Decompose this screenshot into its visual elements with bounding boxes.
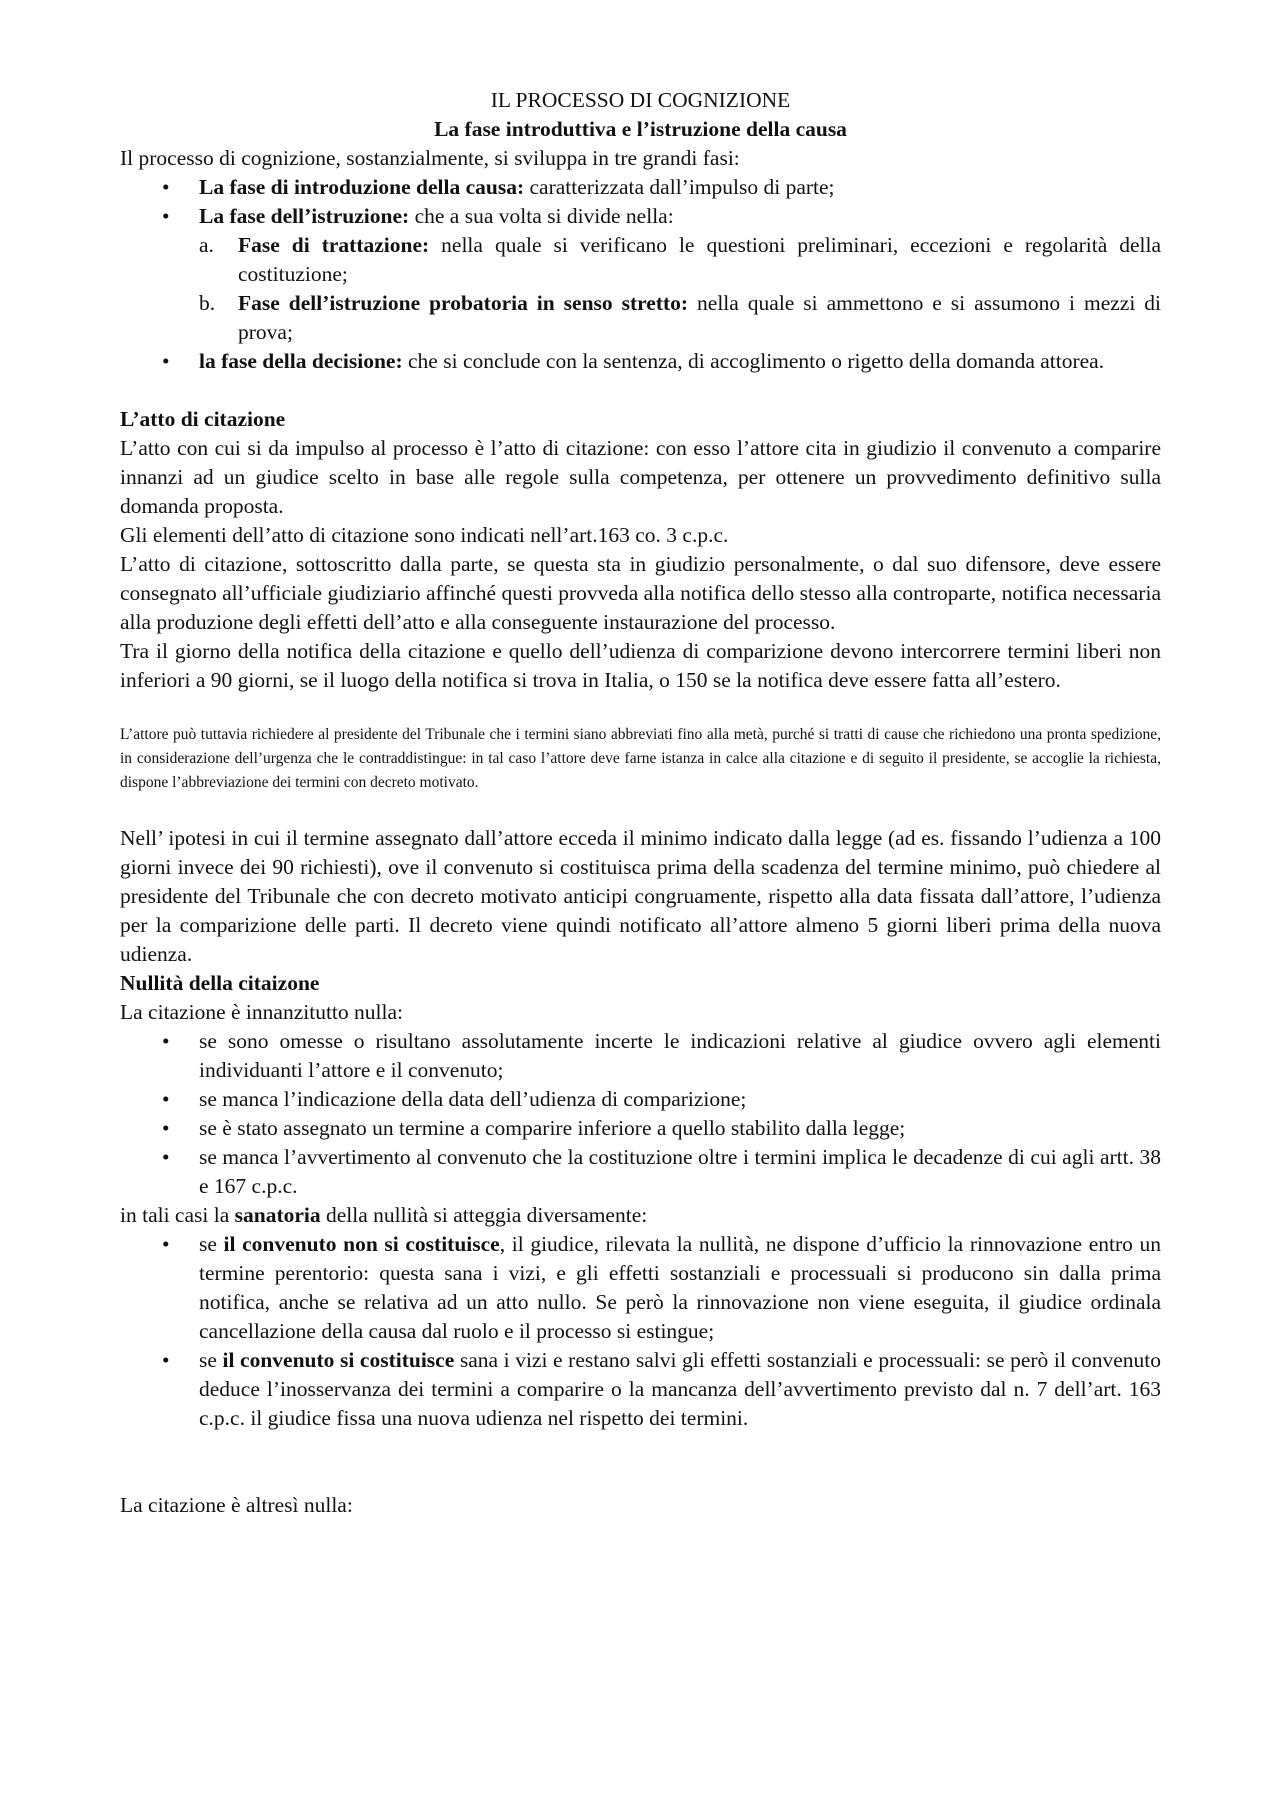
bold-term: sanatoria xyxy=(234,1203,321,1227)
spacer xyxy=(120,795,1161,824)
footnote-paragraph: L’attore può tuttavia richiedere al presidente del Tribunale che i termini siano abbreviati fino alla metà, purché si tratti di cause che richiedono una pronta spedizione, in considerazione dell’urgenza che le contraddistingue: in tal caso l’attore deve farne istanza in calce alla citazione e di seguito il presidente, se accoglie la richiesta, dispone l’abbreviazione dei termini con decreto motivato. xyxy=(120,726,1161,791)
list-item xyxy=(120,173,1161,202)
list-item: • se manca l’avvertimento al convenuto che la costituzione oltre i termini implica le decadenze di cui agli artt. 38 e 167 c.p.c. xyxy=(120,1143,1161,1201)
list-marker: a. xyxy=(199,233,214,257)
phases-list-cont xyxy=(120,347,1161,376)
list-item: • se manca l’indicazione della data dell’udienza di comparizione; xyxy=(120,1085,1161,1114)
phase-text: caratterizzata dall’impulso di parte; xyxy=(524,175,835,199)
bold-term: il convenuto non si costituisce xyxy=(223,1232,500,1256)
paragraph: L’atto di citazione, sottoscritto dalla parte, se questa sta in giudizio personalmente, o dal suo difensore, deve essere consegnato all’ufficiale giudiziario affinché questi provveda alla notifica dello stesso alla controparte, notifica necessaria alla produzione degli effetti dell’atto e alla conseguente instaurazione del processo. xyxy=(120,552,1161,634)
subphases-list xyxy=(120,231,1161,347)
list-item xyxy=(120,202,1161,231)
phase-label: La fase dell’istruzione: xyxy=(199,204,410,228)
phase-text: che a sua volta si divide nella: xyxy=(409,204,674,228)
spacer xyxy=(120,376,1161,405)
section-heading: Nullità della citaizone xyxy=(120,971,320,995)
bold-term: il convenuto si costituisce xyxy=(222,1348,455,1372)
paragraph: La citazione è altresì nulla: xyxy=(120,1493,353,1517)
paragraph: Nell’ ipotesi in cui il termine assegnato dall’attore ecceda il minimo indicato dalla legge (ad es. fissando l’udienza a 100 giorni invece dei 90 richiesti), ove il convenuto si costituisca prima della scadenza del termine minimo, può chiedere al presidente del Tribunale che con decreto motivato anticipi congruamente, rispetto alla data fissata dall’attore, l’udienza per la comparizione delle parti. Il decreto viene quindi notificato all’attore almeno 5 giorni liberi prima della nuova udienza. xyxy=(120,826,1161,966)
phase-label: La fase di introduzione della causa: xyxy=(199,175,525,199)
text-span: sana i vizi e restano salvi gli effetti sostanziali e processuali: se però il convenuto deduce l’inosservanza dei termini a comparire o la mancanza dell’avvertimento previsto dal n. 7 dell’art. 163 c.p.c. il giudice fissa una nuova udienza nel rispetto dei termini. xyxy=(199,1348,1161,1430)
section-heading: L’atto di citazione xyxy=(120,407,286,431)
paragraph: Tra il giorno della notifica della citazione e quello dell’udienza di comparizione devono intercorrere termini liberi non inferiori a 90 giorni, se il luogo della notifica si trova in Italia, o 150 se la notifica deve essere fatta all’estero. xyxy=(120,639,1161,692)
intro-paragraph: Il processo di cognizione, sostanzialmente, si sviluppa in tre grandi fasi: xyxy=(120,146,740,170)
page-title: IL PROCESSO DI COGNIZIONE xyxy=(490,88,791,112)
text-span: se xyxy=(199,1348,223,1372)
list-item xyxy=(120,231,1161,289)
phase-label: la fase della decisione: xyxy=(199,349,403,373)
list-item xyxy=(120,1230,1161,1346)
text-span: in tali casi la xyxy=(120,1203,235,1227)
list-item xyxy=(120,1346,1161,1433)
document-page xyxy=(120,86,1161,1520)
subphase-text: nella quale si ammettono e si assumono i mezzi di prova; xyxy=(238,291,1161,344)
list-item xyxy=(120,347,1161,376)
spacer xyxy=(120,1433,1161,1491)
paragraph xyxy=(120,1201,1161,1230)
list-item: • se è stato assegnato un termine a comparire inferiore a quello stabilito dalla legge; xyxy=(120,1114,1161,1143)
list-item xyxy=(120,289,1161,347)
text-span: della nullità si atteggia diversamente: xyxy=(320,1203,648,1227)
paragraph: Gli elementi dell’atto di citazione sono indicati nell’art.163 co. 3 c.p.c. xyxy=(120,523,729,547)
subphase-label: Fase dell’istruzione probatoria in senso stretto: xyxy=(238,291,689,315)
paragraph: La citazione è innanzitutto nulla: xyxy=(120,1000,403,1024)
subphase-text: nella quale si verificano le questioni preliminari, eccezioni e regolarità della costituzione; xyxy=(238,233,1162,286)
text-span: se xyxy=(199,1232,224,1256)
page-subtitle: La fase introduttiva e l’istruzione della causa xyxy=(434,117,847,141)
phase-text: che si conclude con la sentenza, di accoglimento o rigetto della domanda attorea. xyxy=(402,349,1105,373)
paragraph: L’atto con cui si da impulso al processo è l’atto di citazione: con esso l’attore cita in giudizio il convenuto a comparire innanzi ad un giudice scelto in base alle regole sulla competenza, per ottenere un provvedimento definitivo sulla domanda proposta. xyxy=(120,436,1161,518)
list-item: • se sono omesse o risultano assolutamente incerte le indicazioni relative al giudice ovvero agli elementi individuanti l’attore e il convenuto; xyxy=(120,1027,1161,1085)
nullity-list xyxy=(120,1027,1161,1201)
subphase-label: Fase di trattazione: xyxy=(238,233,430,257)
phases-list xyxy=(120,173,1161,231)
spacer xyxy=(120,695,1161,723)
text-span: , il giudice, rilevata la nullità, ne dispone d’ufficio la rinnovazione entro un termine perentorio: questa sana i vizi, e gli effetti sostanziali e processuali si producono sin dalla prima notifica, anche se relativa ad un atto nullo. Se però la rinnovazione non viene eseguita, il giudice ordinala cancellazione della causa dal ruolo e il processo si estingue; xyxy=(199,1232,1161,1343)
sanatoria-list xyxy=(120,1230,1161,1433)
list-marker: b. xyxy=(199,291,216,315)
